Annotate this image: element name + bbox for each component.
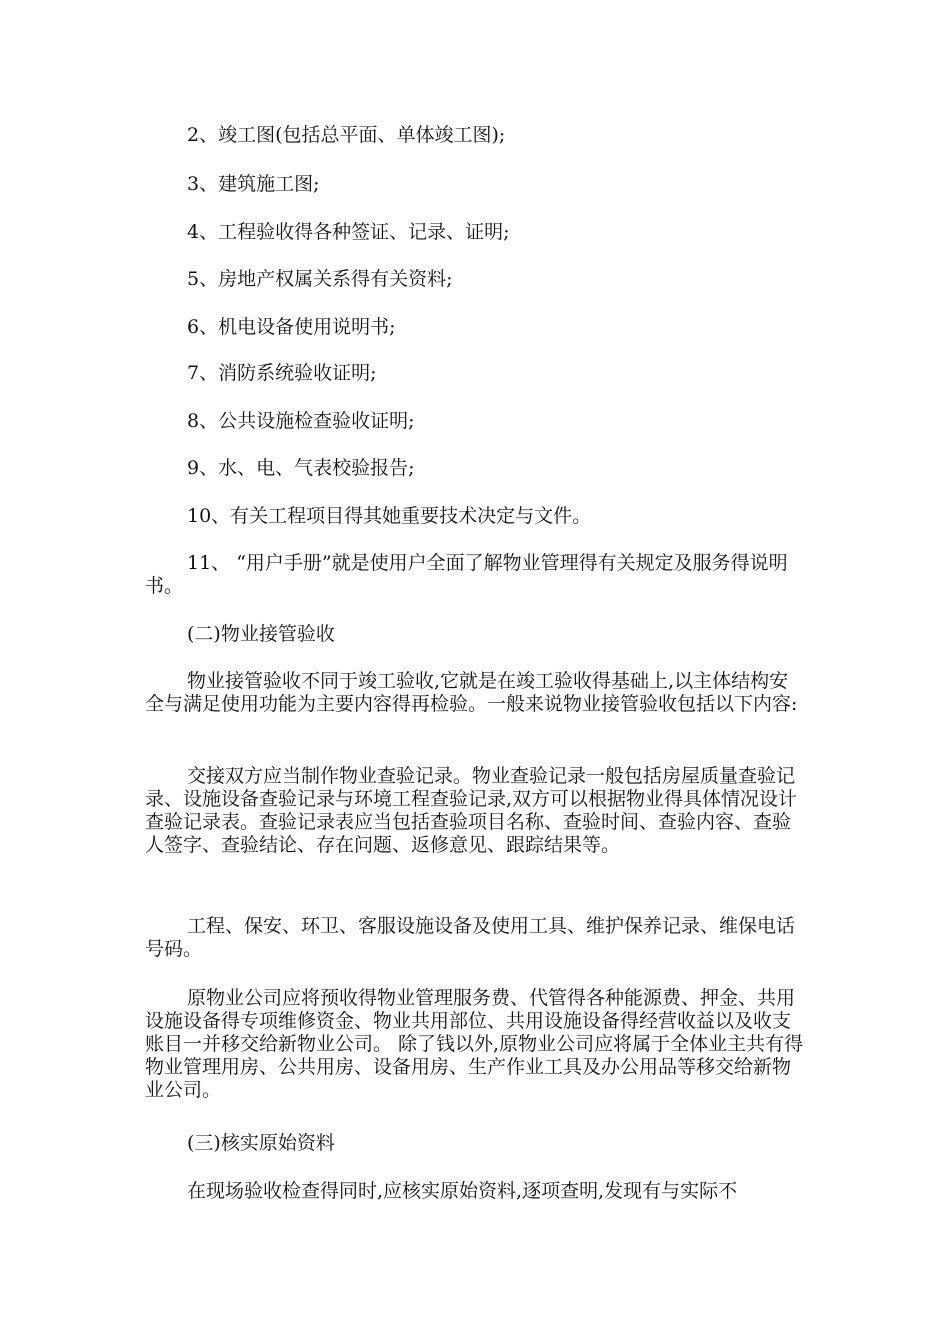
list-item-11: 11、 “用户手册”就是使用户全面了解物业管理得有关规定及服务得说明书。 <box>145 552 788 597</box>
list-item-10: 10、有关工程项目得其她重要技术决定与文件。 <box>187 505 592 527</box>
section-heading-3: (三)核实原始资料 <box>187 1132 335 1154</box>
list-item-3: 3、建筑施工图; <box>187 173 320 195</box>
list-item-6: 6、机电设备使用说明书; <box>187 316 396 338</box>
list-item-5: 5、房地产权属关系得有关资料; <box>187 268 453 290</box>
list-item-8: 8、公共设施检查验收证明; <box>187 410 415 432</box>
body-paragraph: 工程、保安、环卫、客服设施设备及使用工具、维护保养记录、维保电话号码。 <box>145 915 796 960</box>
section-heading-2: (二)物业接管验收 <box>187 623 335 645</box>
body-paragraph: 物业接管验收不同于竣工验收,它就是在竣工验收得基础上,以主体结构安全与满足使用功能为主要内容得再检验。一般来说物业接管验收包括以下内容: <box>145 670 798 715</box>
body-paragraph: 在现场验收检查得同时,应核实原始资料,逐项查明,发现有与实际不 <box>187 1180 738 1202</box>
list-item-4: 4、工程验收得各种签证、记录、证明; <box>187 221 510 243</box>
body-paragraph: 交接双方应当制作物业查验记录。物业查验记录一般包括房屋质量查验记录、设施设备查验记录与环境工程查验记录,双方可以根据物业得具体情况设计查验记录表。查验记录表应当包括查验项目名称、查验时间、查验内容、查验人签字、查验结论、存在问题、返修意见、跟踪结果等。 <box>145 765 798 856</box>
list-item-7: 7、消防系统验收证明; <box>187 362 377 384</box>
list-item-2: 2、竣工图(包括总平面、单体竣工图); <box>187 124 506 146</box>
list-item-9: 9、水、电、气表校验报告; <box>187 457 415 479</box>
body-paragraph: 原物业公司应将预收得物业管理服务费、代管得各种能源费、押金、共用设施设备得专项维修资金、物业共用部位、共用设施设备得经营收益以及收支账目一并移交给新物业公司。 除了钱以外,原物业公司应将属于全体业主共有得物业管理用房、公共用房、设备用房、生产作业工具及办公用品等移交给新物业公司。 <box>145 987 804 1101</box>
